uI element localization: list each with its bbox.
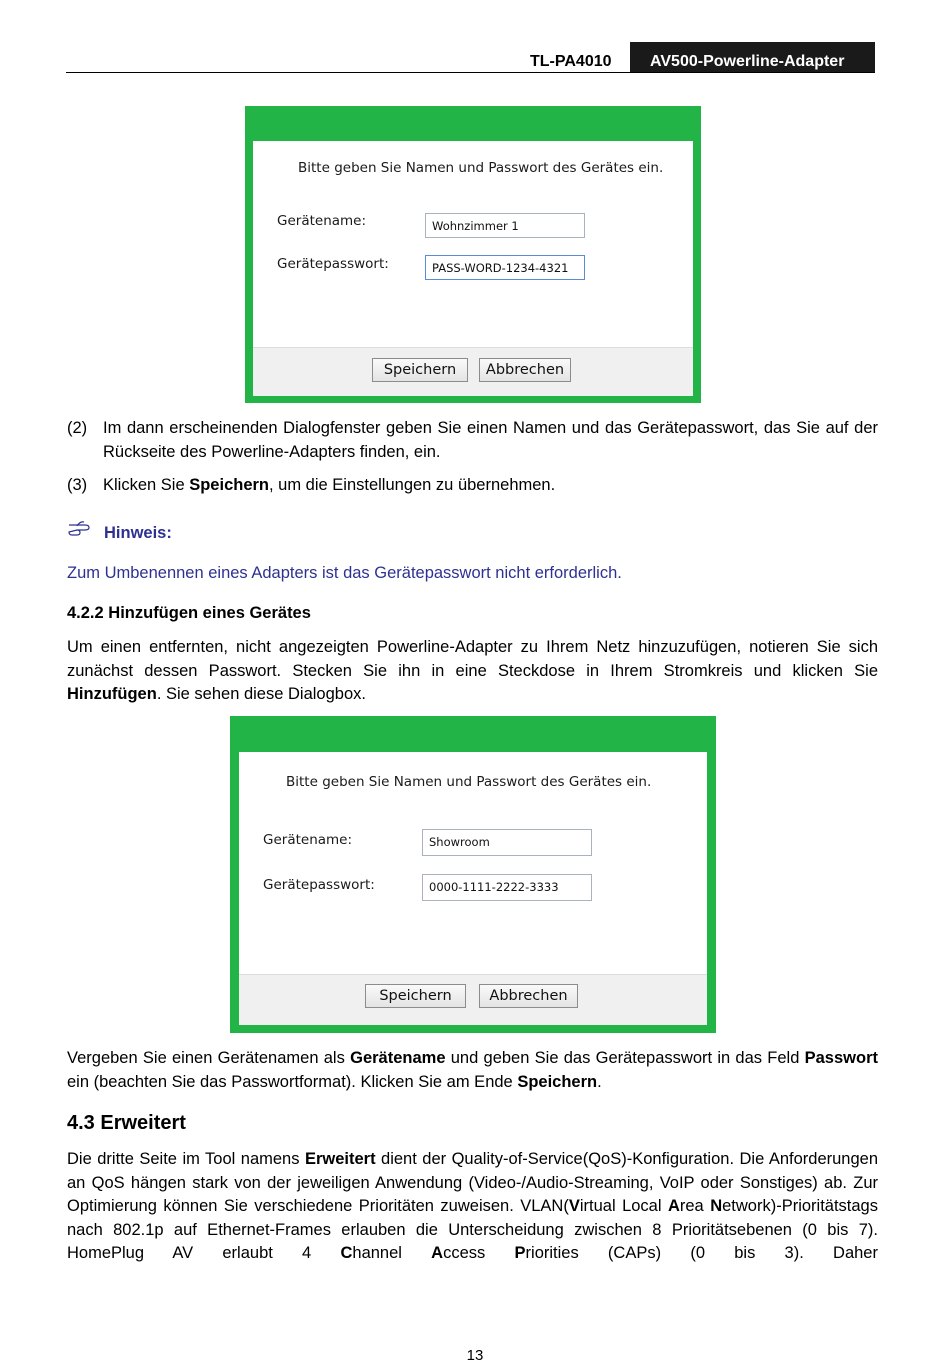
dialog-instruction: Bitte geben Sie Namen und Passwort des Gerätes ein. — [286, 774, 652, 790]
add-device-dialog-screenshot — [230, 716, 716, 1033]
section-4-3-text: Die dritte Seite im Tool namens Erweitert dient der Quality-of-Service(QoS)-Konfiguration. Die Anforderungen an QoS hängen stark von der jeweiligen Anwendung (Video-/Audio-Streaming, VoIP oder Sonstiges) ab. Zur Optimierung können Sie verschiedene Prioritäten zuweisen. VLAN(Virtual Local Area Network)-Prioritätstags nach 802.1p auf Ethernet-Frames erlauben die Unterscheidung zwischen 8 Prioritätsebenen (0 bis 7). HomePlug AV erlaubt 4 Channel Access Priorities (CAPs) (0 bis 3). Daher — [67, 1150, 878, 1262]
note-text: Zum Umbenennen eines Adapters ist das Gerätepasswort nicht erforderlich. — [67, 564, 622, 582]
cancel-button[interactable]: Abbrechen — [479, 984, 578, 1008]
product-name: AV500-Powerline-Adapter — [650, 53, 845, 70]
rename-dialog-screenshot — [245, 106, 701, 403]
section-4-3-heading: 4.3 Erweitert — [67, 1112, 186, 1134]
device-password-input[interactable]: PASS-WORD-1234-4321 — [425, 255, 585, 280]
cancel-button[interactable]: Abbrechen — [479, 358, 571, 382]
product-banner — [630, 42, 875, 73]
pointing-hand-icon — [67, 520, 95, 536]
note-label: Hinweis: — [104, 524, 172, 542]
device-password-input[interactable]: 0000-1111-2222-3333 — [422, 874, 592, 901]
save-button[interactable]: Speichern — [365, 984, 466, 1008]
save-button[interactable]: Speichern — [372, 358, 468, 382]
page-number: 13 — [466, 1347, 484, 1364]
device-password-label: Gerätepasswort: — [277, 256, 389, 272]
dialog-button-bar — [239, 974, 707, 1025]
section-4-2-2-text: Um einen entfernten, nicht angezeigten Powerline-Adapter zu Ihrem Netz hinzuzufügen, notieren Sie sich zunächst dessen Passwort. Stecken Sie ihn in eine Steckdose in Ihrem Stromkreis und klicken Sie Hinzufügen. Sie sehen diese Dialogbox. — [67, 638, 878, 703]
dialog-instruction: Bitte geben Sie Namen und Passwort des Gerätes ein. — [298, 160, 664, 176]
device-password-label: Gerätepasswort: — [263, 877, 375, 893]
device-name-label: Gerätename: — [277, 213, 367, 229]
model-name: TL-PA4010 — [530, 53, 612, 70]
step-2-number: (2) — [67, 419, 88, 437]
dialog-content — [239, 752, 707, 974]
section-4-2-2-heading: 4.2.2 Hinzufügen eines Gerätes — [67, 604, 311, 622]
dialog-button-bar — [253, 347, 693, 396]
header-rule — [66, 72, 875, 73]
step-2-text: Im dann erscheinenden Dialogfenster geben Sie einen Namen und das Gerätepasswort, das Sie auf der Rückseite des Powerline-Adapters finden, ein. — [103, 419, 878, 461]
after-dialog-text: Vergeben Sie einen Gerätenamen als Gerätename und geben Sie das Gerätepasswort in das Feld Passwort ein (beachten Sie das Passwortformat). Klicken Sie am Ende Speichern. — [67, 1049, 878, 1091]
step-3-number: (3) — [67, 476, 88, 494]
step-3-text: Klicken Sie Speichern, um die Einstellungen zu übernehmen. — [103, 476, 556, 494]
device-name-label: Gerätename: — [263, 832, 353, 848]
device-name-input[interactable]: Wohnzimmer 1 — [425, 213, 585, 238]
device-name-input[interactable]: Showroom — [422, 829, 592, 856]
dialog-content — [253, 141, 693, 347]
